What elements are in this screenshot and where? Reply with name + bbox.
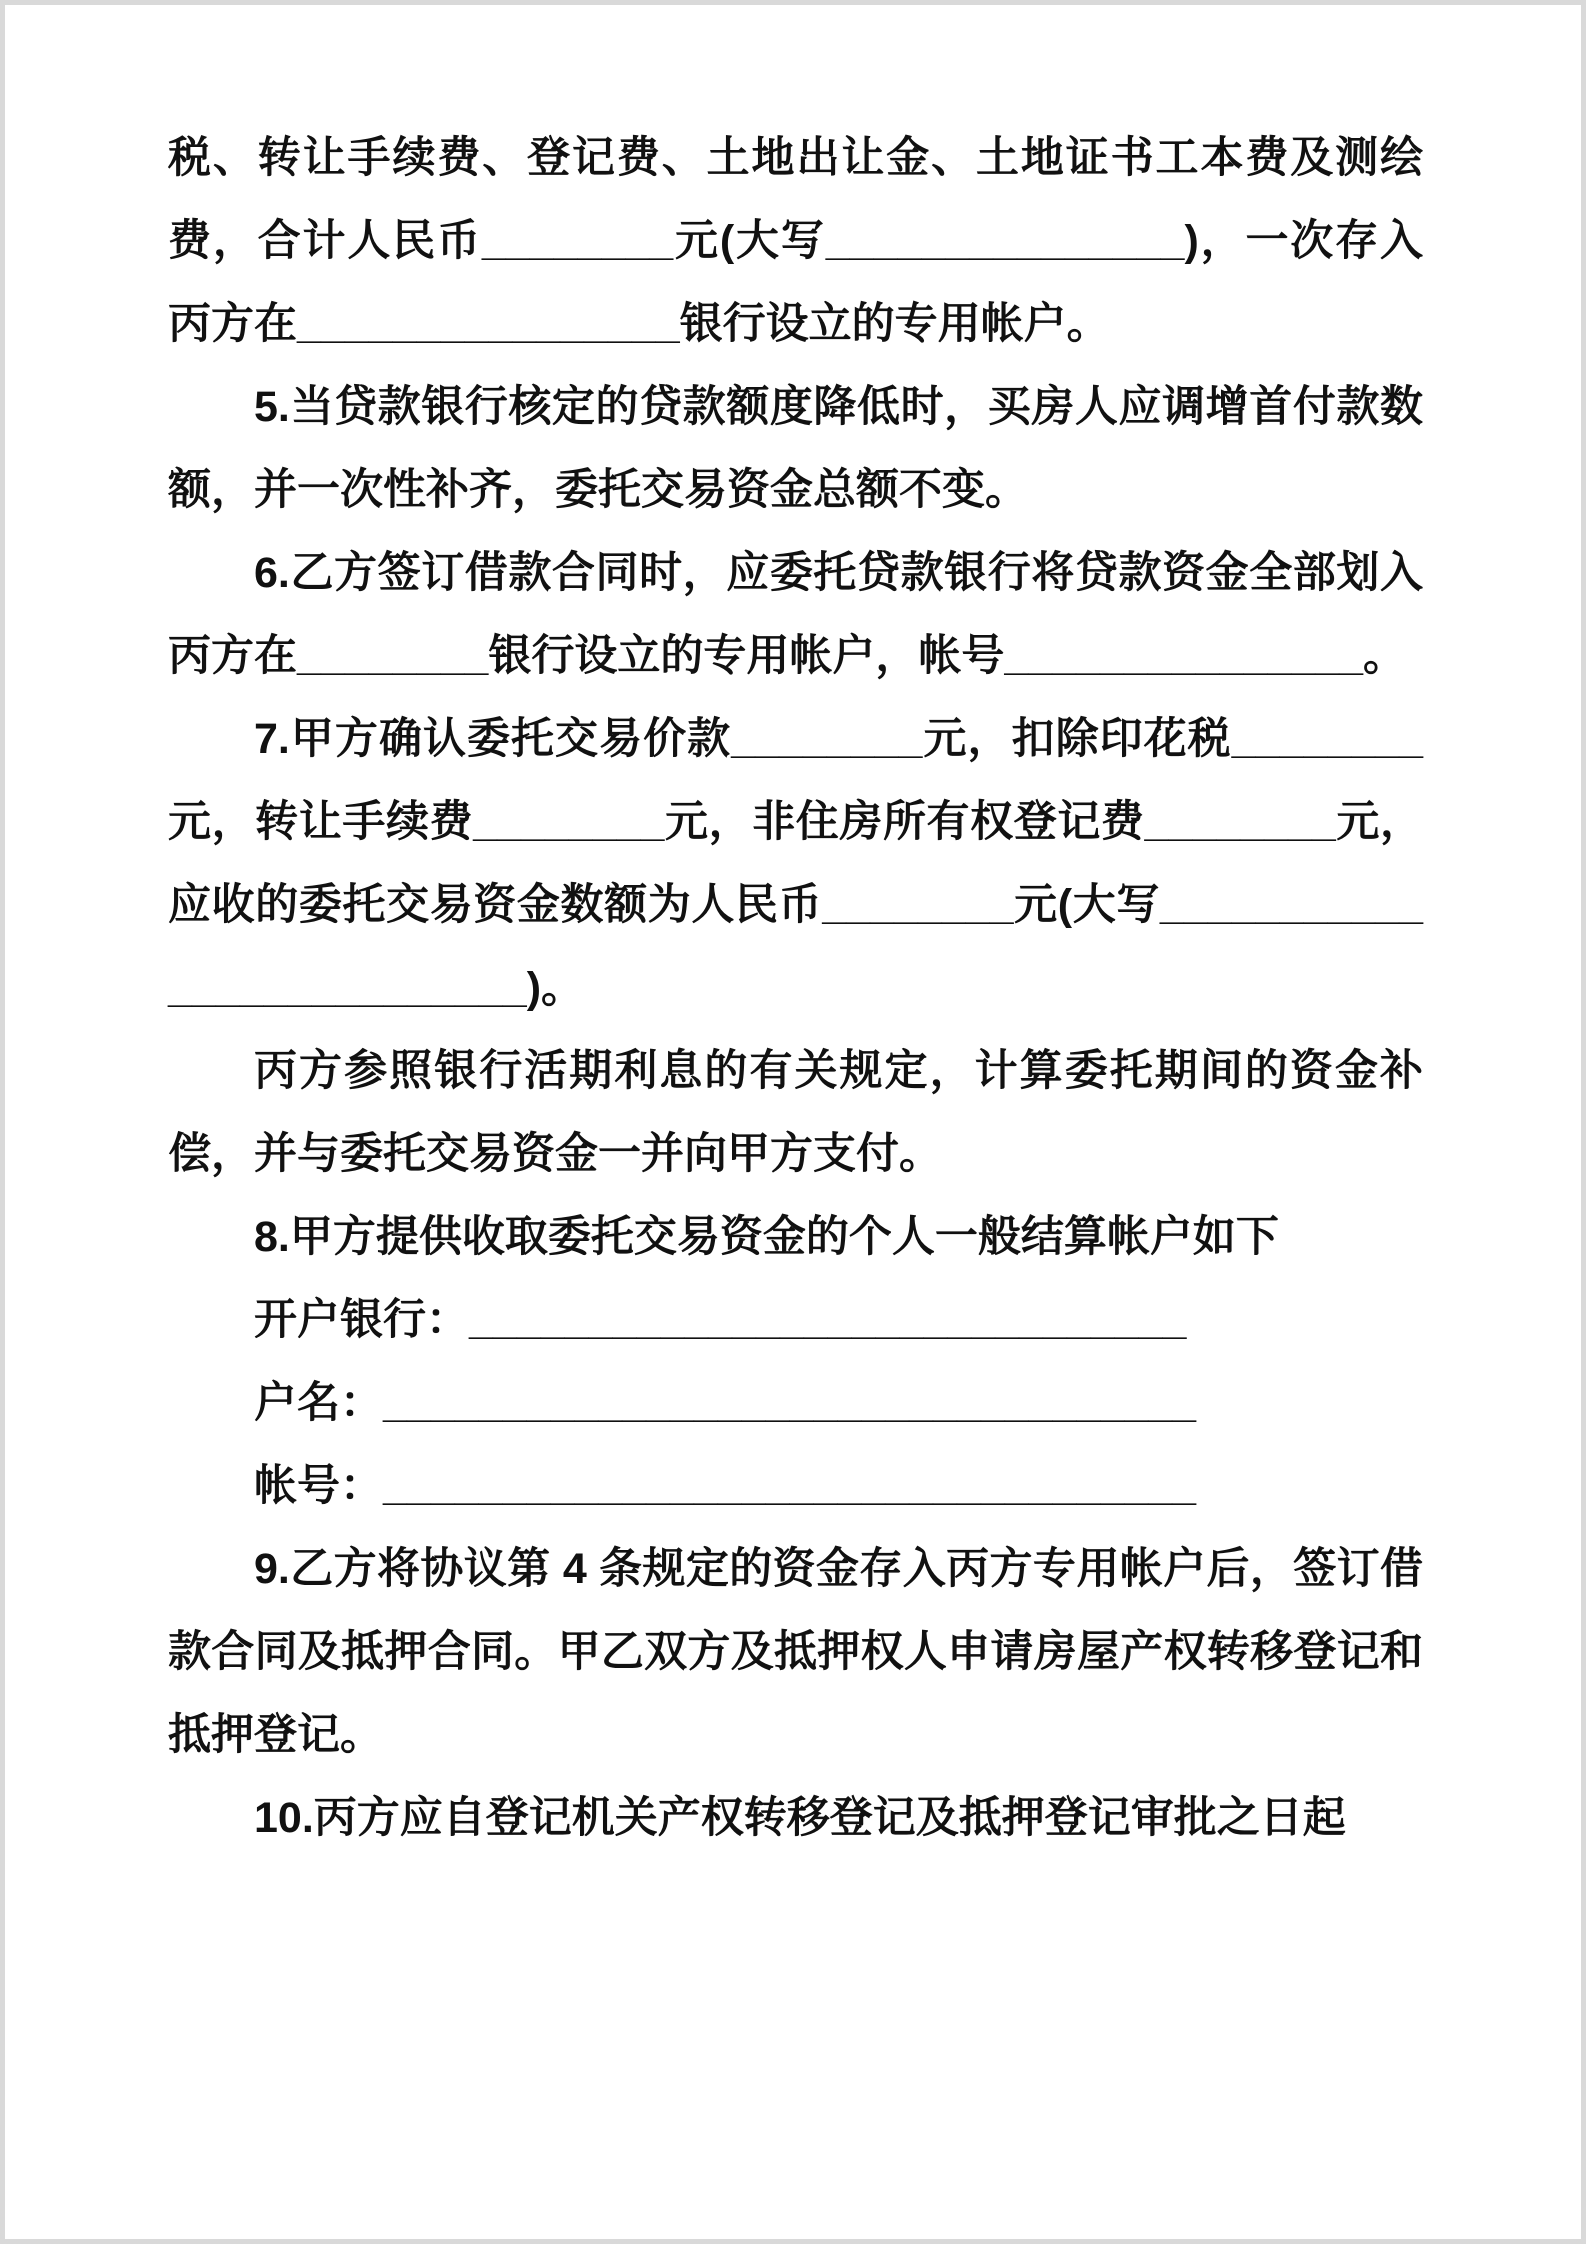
clause-10: 10.丙方应自登记机关产权转移登记及抵押登记审批之日起 [254,1794,1346,1842]
document-page [5,5,1581,2239]
clause-7: 7.甲方确认委托交易价款________元，扣除印花税________元，转让手续费________元，非住房所有权登记费________元，应收的委托交易资金数额为人民币________元(大写__________________________)。 [168,715,1423,1012]
line-bank-name: 开户银行：______________________________ [254,1296,1187,1344]
clause-9: 9.乙方将协议第 4 条规定的资金存入丙方专用帐户后，签订借款合同及抵押合同。甲乙双方及抵押权人申请房屋产权转移登记和抵押登记。 [168,1545,1423,1759]
line-account-number: 帐号：__________________________________ [254,1462,1197,1510]
clause-8: 8.甲方提供收取委托交易资金的个人一般结算帐户如下 [254,1213,1279,1261]
line-account-name: 户名：__________________________________ [254,1379,1197,1427]
clause-6: 6.乙方签订借款合同时，应委托贷款银行将贷款资金全部划入丙方在________银行设立的专用帐户，帐号_______________。 [168,549,1423,680]
clause-7-supplement: 丙方参照银行活期利息的有关规定，计算委托期间的资金补偿，并与委托交易资金一并向甲方支付。 [168,1047,1423,1178]
clause-tail-fees: 税、转让手续费、登记费、土地出让金、土地证书工本费及测绘费，合计人民币________元(大写_______________)，一次存入丙方在________________银行设立的专用帐户。 [168,134,1423,348]
contract-body [168,117,1423,1860]
clause-5: 5.当贷款银行核定的贷款额度降低时，买房人应调增首付款数额，并一次性补齐，委托交易资金总额不变。 [168,383,1423,514]
